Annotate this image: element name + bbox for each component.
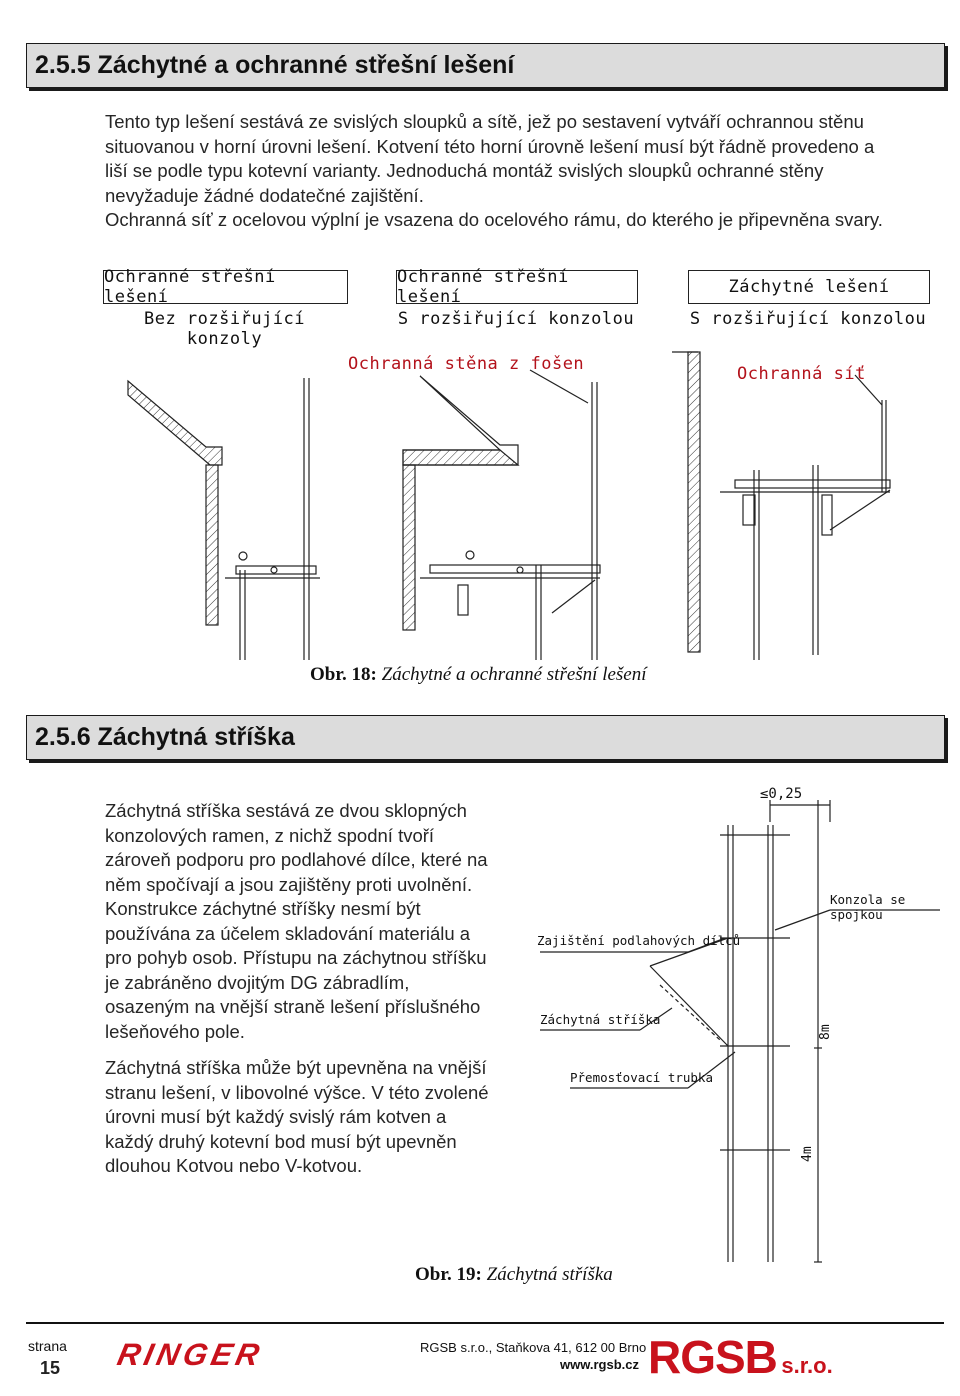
fig19-dim-4m: 4m bbox=[800, 1146, 815, 1162]
text-line: pro pohyb osob. Přístupu na záchytnou stříšku bbox=[105, 947, 487, 968]
fig19-caption-text: Záchytná stříška bbox=[486, 1264, 613, 1285]
fig19-caption-prefix: Obr. 19: bbox=[415, 1264, 482, 1285]
text-line: situovanou v horní úrovni lešení. Kotvení této horní úrovně lešení musí být řádně provedeno a bbox=[105, 135, 875, 157]
text-line: stranu lešení, v libovolné výšce. V této zvolené bbox=[105, 1081, 489, 1103]
footer-divider bbox=[26, 1322, 944, 1324]
text-line: nevyžaduje žádné dodatečné zajištění. bbox=[105, 184, 424, 206]
text-line: Tento typ lešení sestává ze svislých sloupků a sítě, jež po sestavení vytváří ochrannou stěnu bbox=[105, 111, 864, 132]
fig19-label-zajisteni: Zajištění podlahových dílců bbox=[537, 933, 741, 948]
footer-address: RGSB s.r.o., Staňkova 41, 612 00 Brno bbox=[420, 1340, 647, 1355]
rgsb-logo-suffix: s.r.o. bbox=[781, 1353, 833, 1378]
text-line: zároveň podporu pro podlahové dílce, které na bbox=[105, 849, 488, 870]
text-line: Záchytná stříška může být upevněna na vnější bbox=[105, 1057, 487, 1078]
fig19-caption bbox=[415, 1264, 613, 1286]
rgsb-logo bbox=[648, 1330, 833, 1384]
fig19-label-strisk: Záchytná stříška bbox=[540, 1012, 661, 1027]
fig19-dim-top: ≤0,25 bbox=[760, 786, 803, 802]
rgsb-logo-text: RGSB bbox=[648, 1331, 777, 1383]
text-line: Konstrukce záchytné stříšky nesmí být bbox=[105, 898, 421, 919]
text-line: konzolových ramen, z nichž spodní tvoří bbox=[105, 824, 435, 846]
text-line: liší se podle typu kotevní varianty. Jednoduchá montáž svislých sloupků ochranné stěny bbox=[105, 160, 824, 181]
fig19-dim-8m: 8m bbox=[818, 1024, 833, 1040]
fig18-caption-prefix: Obr. 18: bbox=[310, 664, 377, 685]
fig19-label-konzola: Konzola se spojkou bbox=[830, 892, 906, 922]
text-line: dlouhou Kotvou nebo V-kotvou. bbox=[105, 1155, 363, 1176]
footer-web: www.rgsb.cz bbox=[560, 1357, 639, 1372]
text-line: Záchytná stříška sestává ze dvou sklopných bbox=[105, 800, 467, 821]
fig18-box-2: Ochranné střešní lešení bbox=[396, 270, 638, 304]
ringer-logo-text: RINGER bbox=[114, 1337, 267, 1372]
text-line: každý druhý kotevní bod musí být upevněn bbox=[105, 1130, 457, 1152]
footer-page-number: 15 bbox=[40, 1358, 61, 1378]
text-line: Ochranná síť z ocelovou výplní je vsazena do ocelového rámu, do kterého je připevněna svary. bbox=[105, 209, 883, 230]
fig18-caption-text: Záchytné a ochranné střešní lešení bbox=[381, 664, 647, 685]
section-heading-255: 2.5.5 Záchytné a ochranné střešní lešení bbox=[35, 51, 515, 79]
text-line: je zabráněno dvojitým DG zábradlím, bbox=[105, 971, 410, 993]
text-line: lešeňového pole. bbox=[105, 1020, 245, 1042]
fig18-box-3: Záchytné lešení bbox=[688, 270, 930, 304]
fig18-sublabel-2: S rozšiřující konzolou bbox=[397, 309, 635, 329]
fig18-sublabel-3: S rozšiřující konzolou bbox=[689, 309, 927, 329]
section-heading-256: 2.5.6 Záchytná stříška bbox=[35, 723, 295, 751]
text-line: úrovni musí být každý svislý rám kotven a bbox=[105, 1106, 447, 1127]
fig18-box-1: Ochranné střešní lešení bbox=[103, 270, 348, 304]
text-line: něm spočívají a jsou zajištěny proti uvolnění. bbox=[105, 873, 473, 895]
text-line: používána za účelem skladování materiálu a bbox=[105, 922, 471, 944]
text-line: osazeným na vnější straně lešení příslušného bbox=[105, 996, 481, 1017]
fig18-callout-net: Ochranná síť bbox=[737, 364, 866, 384]
fig19-label-trubka: Přemosťovací trubka bbox=[570, 1070, 713, 1085]
footer-page-word: strana bbox=[28, 1338, 67, 1354]
fig18-sublabel-1: Bez rozšiřující konzoly bbox=[143, 309, 306, 349]
fig18-callout-wall: Ochranná stěna z fošen bbox=[348, 354, 585, 374]
ringer-logo bbox=[114, 1337, 330, 1372]
